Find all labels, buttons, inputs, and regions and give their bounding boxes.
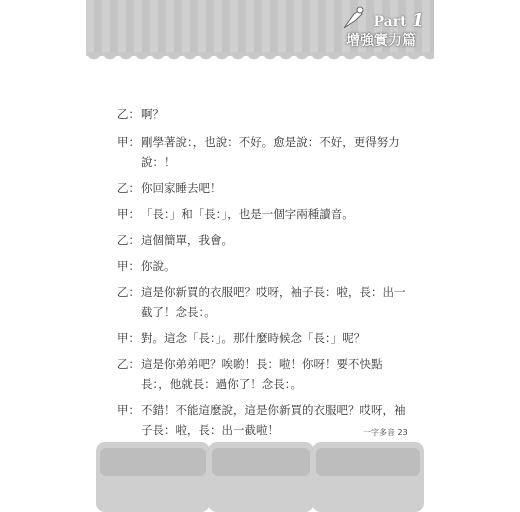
speaker-label: 甲： xyxy=(117,135,140,149)
line-text: 你說。 xyxy=(141,259,176,273)
line-text: 這是你新買的衣服吧？哎呀，袖子長：啦，長：出一截了！念長：。 xyxy=(141,285,406,319)
speaker-label: 乙： xyxy=(117,107,140,121)
dialogue-line xyxy=(117,354,411,394)
speaker-label: 甲： xyxy=(117,259,140,273)
speaker-label: 甲： xyxy=(117,207,140,221)
speaker-label: 甲： xyxy=(117,331,140,345)
page-number: 23 xyxy=(397,428,408,437)
dialogue-line xyxy=(117,282,411,322)
dialogue-line xyxy=(117,328,411,348)
speaker-label: 乙： xyxy=(117,285,140,299)
speaker-label: 甲： xyxy=(117,403,140,417)
dialogue-line xyxy=(117,230,411,250)
part-number: 1 xyxy=(411,10,424,31)
sofa-illustration xyxy=(208,442,314,512)
line-text: 你回家睡去吧！ xyxy=(141,181,222,195)
paw-cursor-icon xyxy=(340,6,366,32)
book-title: 一字多音 xyxy=(363,428,395,437)
part-label xyxy=(374,10,424,31)
line-text: 這個簡單，我會。 xyxy=(141,233,233,247)
dialogue-line xyxy=(117,256,411,276)
dialogue-line xyxy=(117,204,411,224)
dialogue-line xyxy=(117,104,411,124)
line-text: 對。這念「長：」。那什麼時候念「長：」呢？ xyxy=(141,331,366,345)
line-text: 剛學著說：，也說：不好。愈是說：不好，更得努力說：！ xyxy=(141,135,400,169)
dialogue-line xyxy=(117,132,411,172)
section-title: 增強實力篇 xyxy=(346,33,416,49)
line-text: 不錯！不能這麼說，這是你新買的衣服吧？哎呀，袖子長：啦，長：出一截啦！ xyxy=(141,403,406,437)
sofa-illustration xyxy=(312,442,424,512)
sofa-illustration xyxy=(96,442,210,512)
speaker-label: 乙： xyxy=(117,233,140,247)
speaker-label: 乙： xyxy=(117,357,140,371)
part-word: Part xyxy=(373,14,407,30)
footer-caption xyxy=(363,427,408,438)
header-scallop-edge xyxy=(86,52,434,64)
line-text: 這是你弟弟吧？唉喲！長：啦！你呀！要不快點長：，他就長：過你了！念長：。 xyxy=(141,357,383,391)
dialogue-line xyxy=(117,178,411,198)
speaker-label: 乙： xyxy=(117,181,140,195)
line-text: 啊？ xyxy=(141,107,164,121)
line-text: 「長：」和「長：」，也是一個字兩種讀音。 xyxy=(141,207,354,221)
